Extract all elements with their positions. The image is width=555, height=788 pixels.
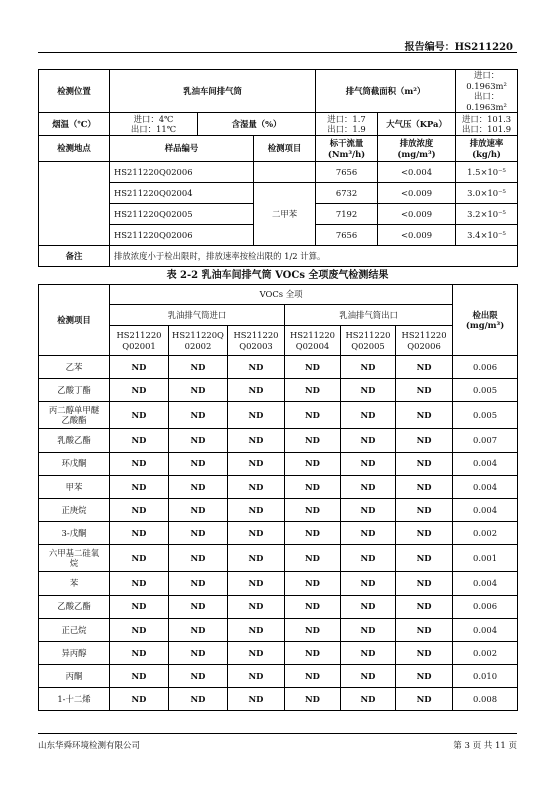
result-cell: ND	[341, 595, 396, 618]
limit-value: 0.010	[453, 665, 518, 688]
result-cell: ND	[110, 379, 169, 402]
compound-name: 乙酸丁酯	[39, 379, 110, 402]
result-cell: ND	[228, 452, 285, 475]
result-cell: ND	[228, 522, 285, 545]
result-cell: ND	[169, 641, 228, 664]
result-cell: ND	[285, 688, 341, 711]
table-row	[39, 498, 518, 521]
result-cell: ND	[228, 572, 285, 595]
result-cell: ND	[341, 356, 396, 379]
compound-name: 六甲基二硅氧 烷	[39, 545, 110, 572]
site-value	[39, 162, 110, 246]
limit-value: 0.004	[453, 452, 518, 475]
sample-header: HS211220Q 02002	[169, 326, 228, 356]
limit-value: 0.004	[453, 498, 518, 521]
compound-name: 苯	[39, 572, 110, 595]
result-cell: ND	[396, 429, 453, 452]
moisture-value: 进口：1.7 出口：1.9	[316, 113, 378, 136]
limit-value: 0.006	[453, 595, 518, 618]
result-cell: ND	[396, 452, 453, 475]
result-cell: ND	[396, 688, 453, 711]
result-cell: ND	[169, 498, 228, 521]
compound-name: 正庚烷	[39, 498, 110, 521]
result-cell: ND	[396, 572, 453, 595]
table-row: HS211220Q02006 7656 <0.004 1.5×10⁻⁵	[39, 162, 518, 183]
page-header	[38, 38, 517, 53]
result-cell: ND	[285, 595, 341, 618]
table-row	[39, 379, 518, 402]
site-label: 检测地点	[39, 136, 110, 162]
result-cell: ND	[285, 498, 341, 521]
result-cell: ND	[110, 522, 169, 545]
table-row	[39, 522, 518, 545]
table-row	[39, 429, 518, 452]
table-row: HS211220Q02005 7192 <0.009 3.2×10⁻⁵	[39, 204, 518, 225]
result-cell: ND	[285, 356, 341, 379]
limit-value: 0.004	[453, 618, 518, 641]
limit-value: 0.004	[453, 572, 518, 595]
result-cell: ND	[341, 688, 396, 711]
limit-value: 0.007	[453, 429, 518, 452]
result-cell: ND	[285, 475, 341, 498]
page-number: 第 3 页 共 11 页	[453, 741, 517, 751]
location-value: 乳油车间排气筒	[110, 70, 316, 113]
cross-section-value: 进口：0.1963m² 出口：0.1963m²	[456, 70, 518, 113]
result-cell: ND	[169, 572, 228, 595]
result-cell: ND	[341, 498, 396, 521]
result-cell: ND	[341, 452, 396, 475]
inlet-header: 乳油排气筒进口	[110, 305, 285, 326]
result-cell: ND	[169, 688, 228, 711]
result-cell: ND	[396, 545, 453, 572]
sample-header: HS211220 Q02004	[285, 326, 341, 356]
result-cell: ND	[341, 572, 396, 595]
result-cell: ND	[341, 522, 396, 545]
compound-name: 甲苯	[39, 475, 110, 498]
table-row	[39, 641, 518, 664]
location-label: 检测位置	[39, 70, 110, 113]
note-text: 排放浓度小于检出限时，排放速率按检出限的 1/2 计算。	[110, 246, 518, 267]
item-header: 检测项目	[39, 285, 110, 356]
result-cell: ND	[228, 356, 285, 379]
result-cell: ND	[228, 595, 285, 618]
result-cell: ND	[285, 545, 341, 572]
result-cell: ND	[110, 498, 169, 521]
page-footer	[38, 733, 517, 751]
result-cell: ND	[169, 475, 228, 498]
table-row	[39, 572, 518, 595]
result-cell: ND	[110, 572, 169, 595]
moisture-label: 含湿量（%）	[198, 113, 316, 136]
result-cell: ND	[285, 522, 341, 545]
result-cell: ND	[341, 402, 396, 429]
item-value	[254, 162, 316, 183]
limit-value: 0.002	[453, 522, 518, 545]
result-cell: ND	[341, 618, 396, 641]
compound-name: 正己烷	[39, 618, 110, 641]
compound-name: 3-戊酮	[39, 522, 110, 545]
sample-header: HS211220 Q02006	[396, 326, 453, 356]
table-row	[39, 402, 518, 429]
limit-value: 0.008	[453, 688, 518, 711]
vocs-group-header: VOCs 全项	[110, 285, 453, 305]
result-cell: ND	[169, 356, 228, 379]
result-cell: ND	[341, 641, 396, 664]
result-cell: ND	[285, 429, 341, 452]
table-row	[39, 475, 518, 498]
compound-name: 异丙醇	[39, 641, 110, 664]
result-cell: ND	[285, 618, 341, 641]
compound-name: 丙酮	[39, 665, 110, 688]
cross-section-label: 排气筒截面积（m²）	[316, 70, 456, 113]
result-cell: ND	[285, 379, 341, 402]
compound-name: 环戊酮	[39, 452, 110, 475]
company-name: 山东华舜环境检测有限公司	[38, 741, 141, 751]
concentration-label: 排放浓度 (mg/m³)	[378, 136, 456, 162]
table-row	[39, 665, 518, 688]
note-label: 备注	[39, 246, 110, 267]
result-cell: ND	[169, 618, 228, 641]
result-cell: ND	[396, 618, 453, 641]
result-cell: ND	[169, 522, 228, 545]
table-row: HS211220Q02006 7656 <0.009 3.4×10⁻⁵	[39, 225, 518, 246]
result-cell: ND	[228, 618, 285, 641]
table-row	[39, 452, 518, 475]
result-cell: ND	[169, 429, 228, 452]
temp-value: 进口：4℃ 出口：11℃	[110, 113, 198, 136]
item-label: 检测项目	[254, 136, 316, 162]
limit-value: 0.001	[453, 545, 518, 572]
result-cell: ND	[285, 572, 341, 595]
result-cell: ND	[228, 641, 285, 664]
result-cell: ND	[110, 665, 169, 688]
compound-name: 乙苯	[39, 356, 110, 379]
exhaust-parameters-table	[38, 69, 518, 267]
item-value: 二甲苯	[254, 183, 316, 246]
sample-id-label: 样品编号	[110, 136, 254, 162]
table-row	[39, 688, 518, 711]
result-cell: ND	[228, 545, 285, 572]
result-cell: ND	[285, 452, 341, 475]
result-cell: ND	[169, 452, 228, 475]
result-cell: ND	[396, 402, 453, 429]
compound-name: 丙二醇单甲醚 乙酸酯	[39, 402, 110, 429]
result-cell: ND	[396, 522, 453, 545]
result-cell: ND	[341, 475, 396, 498]
table2-caption: 表 2-2 乳油车间排气筒 VOCs 全项废气检测结果	[166, 270, 389, 281]
limit-value: 0.006	[453, 356, 518, 379]
result-cell: ND	[341, 545, 396, 572]
rate-label: 排放速率 (kg/h)	[456, 136, 518, 162]
result-cell: ND	[228, 688, 285, 711]
table-row	[39, 545, 518, 572]
result-cell: ND	[110, 356, 169, 379]
limit-header: 检出限 (mg/m³)	[453, 285, 518, 356]
result-cell: ND	[169, 665, 228, 688]
result-cell: ND	[396, 595, 453, 618]
sample-header: HS211220 Q02003	[228, 326, 285, 356]
result-cell: ND	[228, 475, 285, 498]
result-cell: ND	[169, 595, 228, 618]
result-cell: ND	[110, 595, 169, 618]
limit-value: 0.002	[453, 641, 518, 664]
table-row	[39, 356, 518, 379]
pressure-value: 进口：101.3 出口：101.9	[456, 113, 518, 136]
report-number: 报告编号：HS211220	[404, 42, 513, 53]
result-cell: ND	[228, 429, 285, 452]
compound-name: 乙酸乙酯	[39, 595, 110, 618]
result-cell: ND	[285, 402, 341, 429]
temp-label: 烟温（℃）	[39, 113, 110, 136]
result-cell: ND	[110, 545, 169, 572]
limit-value: 0.004	[453, 475, 518, 498]
result-cell: ND	[110, 429, 169, 452]
result-cell: ND	[228, 379, 285, 402]
result-cell: ND	[228, 402, 285, 429]
result-cell: ND	[341, 429, 396, 452]
result-cell: ND	[110, 402, 169, 429]
result-cell: ND	[285, 665, 341, 688]
result-cell: ND	[228, 498, 285, 521]
limit-value: 0.005	[453, 379, 518, 402]
limit-value: 0.005	[453, 402, 518, 429]
compound-name: 乳酸乙酯	[39, 429, 110, 452]
result-cell: ND	[110, 641, 169, 664]
result-cell: ND	[110, 688, 169, 711]
result-cell: ND	[285, 641, 341, 664]
note-row	[39, 246, 518, 267]
result-cell: ND	[396, 665, 453, 688]
sample-header: HS211220 Q02001	[110, 326, 169, 356]
flow-label: 标干流量 (Nm³/h)	[316, 136, 378, 162]
vocs-results-table	[38, 284, 518, 711]
result-cell: ND	[169, 402, 228, 429]
result-cell: ND	[110, 618, 169, 641]
result-cell: ND	[169, 379, 228, 402]
pressure-label: 大气压（KPa）	[378, 113, 456, 136]
result-cell: ND	[396, 641, 453, 664]
result-cell: ND	[169, 545, 228, 572]
compound-name: 1-十二烯	[39, 688, 110, 711]
result-cell: ND	[396, 475, 453, 498]
table-row: HS211220Q02004 二甲苯 6732 <0.009 3.0×10⁻⁵	[39, 183, 518, 204]
sample-header: HS211220 Q02005	[341, 326, 396, 356]
result-cell: ND	[110, 475, 169, 498]
outlet-header: 乳油排气筒出口	[285, 305, 453, 326]
table-row	[39, 595, 518, 618]
result-cell: ND	[228, 665, 285, 688]
result-cell: ND	[396, 356, 453, 379]
table-row	[39, 618, 518, 641]
result-cell: ND	[396, 379, 453, 402]
result-cell: ND	[341, 379, 396, 402]
result-cell: ND	[396, 498, 453, 521]
result-cell: ND	[341, 665, 396, 688]
result-cell: ND	[110, 452, 169, 475]
